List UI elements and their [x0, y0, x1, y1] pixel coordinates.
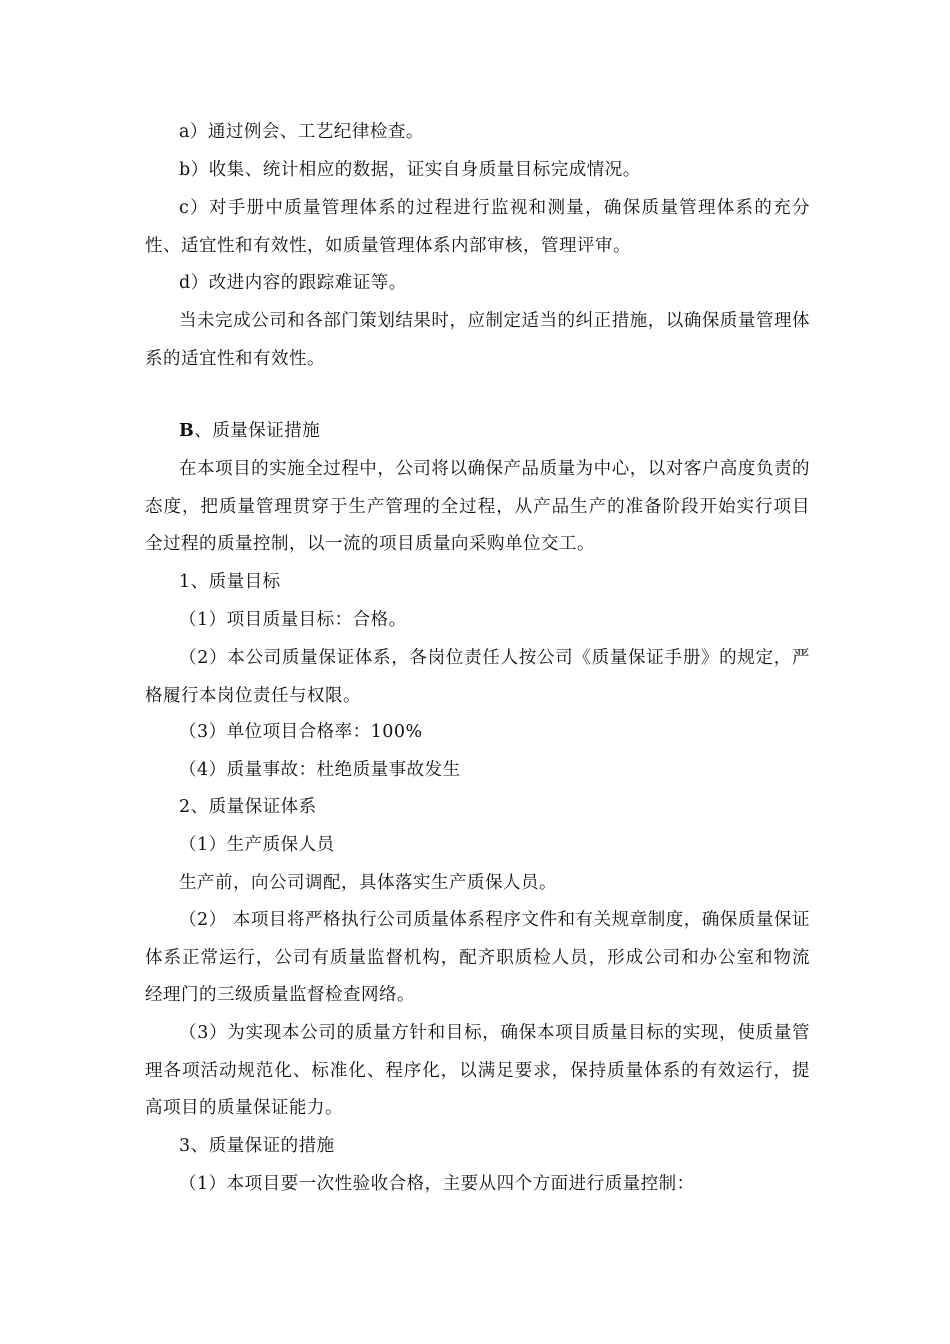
- heading-quality-measures: 3、质量保证的措施: [179, 1136, 335, 1156]
- heading-quality-system: 2、质量保证体系: [179, 797, 317, 817]
- list-item-goal-2: （2）本公司质量保证体系，各岗位责任人按公司《质量保证手册》的规定，严格履行本岗位责任与权限。: [145, 648, 810, 706]
- section-title: 、质量保证措施: [194, 421, 321, 441]
- paragraph-item-a: a）通过例会、工艺纪律检查。: [179, 122, 424, 142]
- paragraph-item-d: d）改进内容的跟踪难证等。: [179, 273, 407, 293]
- section-heading-b: [145, 413, 810, 451]
- list-item-system-1: （1）生产质保人员: [179, 835, 335, 855]
- paragraph-item-b: b）收集、统计相应的数据，证实自身质量目标完成情况。: [179, 160, 641, 180]
- list-item-goal-3: （3）单位项目合格率：100%: [179, 722, 423, 742]
- paragraph-item-c: c）对手册中质量管理体系的过程进行监视和测量，确保质量管理体系的充分性、适宜性和有效性，如质量管理体系内部审核，管理评审。: [145, 198, 810, 256]
- paragraph-staffing: 生产前，向公司调配，具体落实生产质保人员。: [179, 873, 557, 893]
- list-item-measures-1: （1）本项目要一次性验收合格，主要从四个方面进行质量控制：: [179, 1174, 695, 1194]
- paragraph-corrective-action: 当未完成公司和各部门策划结果时，应制定适当的纠正措施，以确保质量管理体系的适宜性和有效性。: [145, 311, 810, 369]
- list-item-goal-1: （1）项目质量目标：合格。: [179, 610, 407, 630]
- heading-quality-goal: 1、质量目标: [179, 572, 281, 592]
- list-item-system-2: （2） 本项目将严格执行公司质量体系程序文件和有关规章制度，确保质量保证体系正常运行，公司有质量监督机构，配齐职质检人员，形成公司和办公室和物流经理门的三级质量监督检查网络。: [145, 910, 810, 1006]
- section-letter: B: [179, 421, 195, 441]
- list-item-system-3: （3）为实现本公司的质量方针和目标，确保本项目质量目标的实现，使质量管理各项活动规范化、标准化、程序化，以满足要求，保持质量体系的有效运行，提高项目的质量保证能力。: [145, 1023, 810, 1119]
- list-item-goal-4: （4）质量事故：杜绝质量事故发生: [179, 760, 461, 780]
- paragraph-implementation: 在本项目的实施全过程中，公司将以确保产品质量为中心，以对客户高度负责的态度，把质量管理贯穿于生产管理的全过程，从产品生产的准备阶段开始实行项目全过程的质量控制，以一流的项目质量向采购单位交工。: [145, 459, 810, 555]
